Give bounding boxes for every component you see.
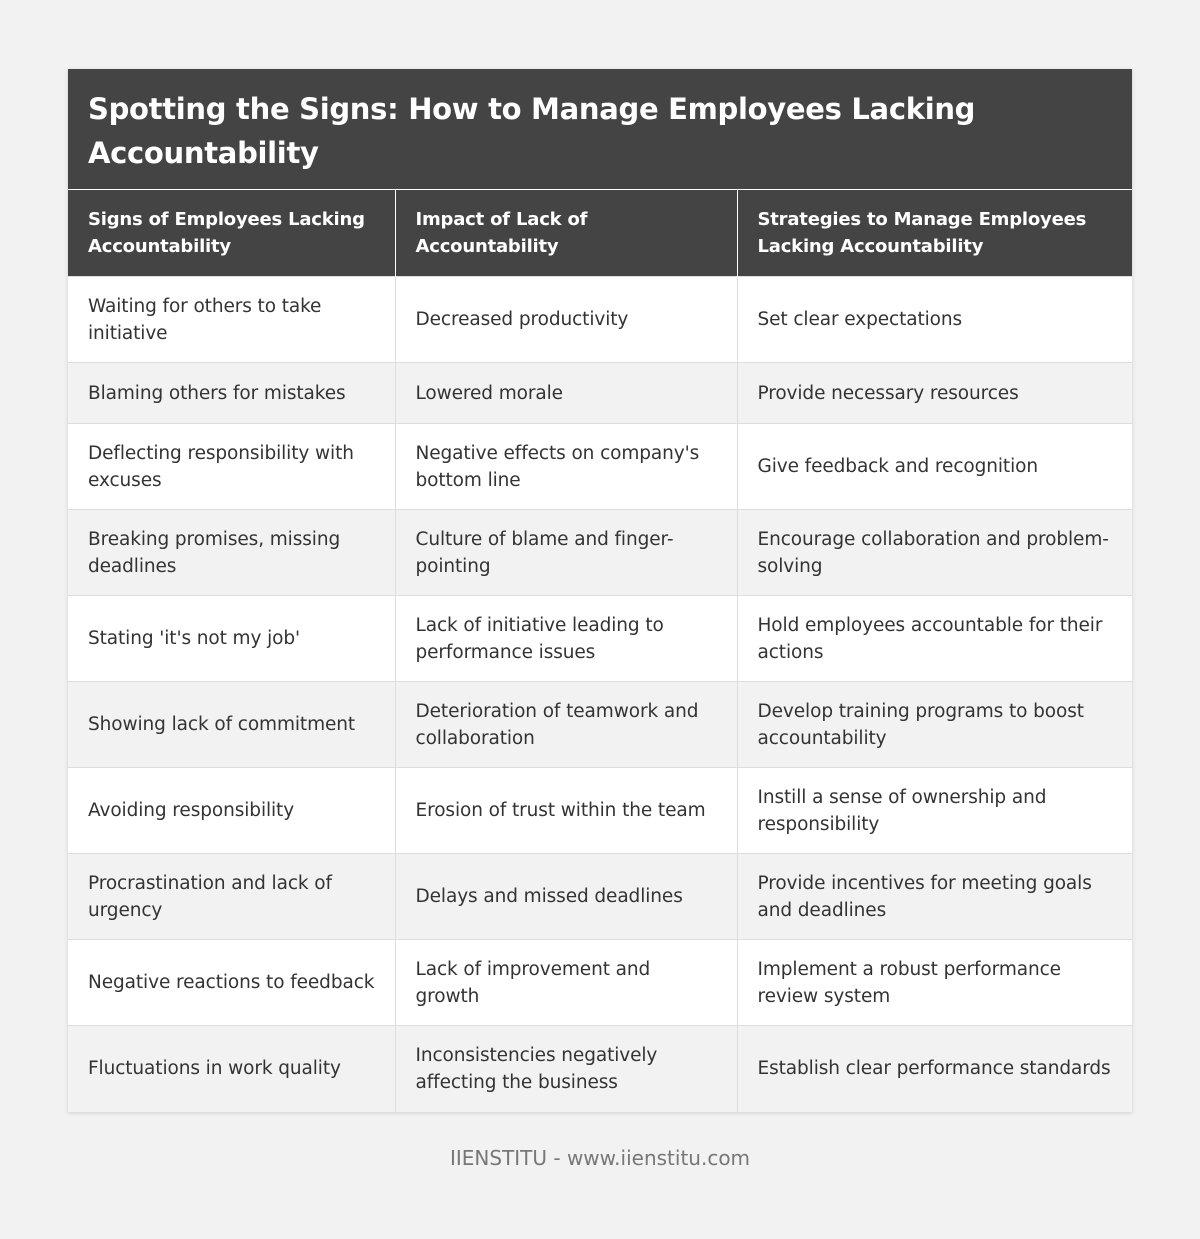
cell-impact: Culture of blame and finger-pointing [395, 510, 737, 596]
accountability-table-card [68, 69, 1132, 1112]
footer-credit: IIENSTITU - www.iienstitu.com [449, 1146, 751, 1170]
cell-impact: Negative effects on company's bottom line [395, 424, 737, 510]
cell-sign: Negative reactions to feedback [68, 940, 395, 1026]
cell-impact: Lowered morale [395, 363, 737, 424]
table-title-bar [68, 69, 1132, 189]
cell-strategy: Encourage collaboration and problem-solving [737, 510, 1132, 596]
cell-impact: Delays and missed deadlines [395, 854, 737, 940]
cell-strategy: Instill a sense of ownership and responsibility [737, 768, 1132, 854]
cell-strategy: Provide incentives for meeting goals and deadlines [737, 854, 1132, 940]
cell-sign: Deflecting responsibility with excuses [68, 424, 395, 510]
cell-impact: Inconsistencies negatively affecting the business [395, 1026, 737, 1112]
cell-strategy: Provide necessary resources [737, 363, 1132, 424]
table-row [68, 510, 1132, 596]
cell-impact: Decreased productivity [395, 277, 737, 363]
column-header-signs: Signs of Employees Lacking Accountability [68, 190, 395, 277]
cell-sign: Fluctuations in work quality [68, 1026, 395, 1112]
cell-sign: Breaking promises, missing deadlines [68, 510, 395, 596]
table-row [68, 424, 1132, 510]
table-row [68, 940, 1132, 1026]
table-row [68, 363, 1132, 424]
table-title: Spotting the Signs: How to Manage Employees Lacking Accountability [88, 92, 976, 170]
column-header-strategies: Strategies to Manage Employees Lacking Accountability [737, 190, 1132, 277]
cell-sign: Procrastination and lack of urgency [68, 854, 395, 940]
cell-sign: Showing lack of commitment [68, 682, 395, 768]
cell-strategy: Hold employees accountable for their actions [737, 596, 1132, 682]
table-row [68, 1026, 1132, 1112]
cell-strategy: Give feedback and recognition [737, 424, 1132, 510]
table-row [68, 682, 1132, 768]
cell-impact: Deterioration of teamwork and collaboration [395, 682, 737, 768]
cell-sign: Blaming others for mistakes [68, 363, 395, 424]
table-row [68, 854, 1132, 940]
cell-sign: Avoiding responsibility [68, 768, 395, 854]
cell-impact: Lack of initiative leading to performance issues [395, 596, 737, 682]
accountability-table [68, 189, 1132, 1112]
cell-impact: Lack of improvement and growth [395, 940, 737, 1026]
cell-strategy: Establish clear performance standards [737, 1026, 1132, 1112]
table-header-row [68, 190, 1132, 277]
cell-sign: Stating 'it's not my job' [68, 596, 395, 682]
cell-strategy: Implement a robust performance review system [737, 940, 1132, 1026]
cell-strategy: Develop training programs to boost accountability [737, 682, 1132, 768]
column-header-impact: Impact of Lack of Accountability [395, 190, 737, 277]
cell-strategy: Set clear expectations [737, 277, 1132, 363]
table-row [68, 596, 1132, 682]
table-row [68, 768, 1132, 854]
cell-sign: Waiting for others to take initiative [68, 277, 395, 363]
cell-impact: Erosion of trust within the team [395, 768, 737, 854]
table-row [68, 277, 1132, 363]
